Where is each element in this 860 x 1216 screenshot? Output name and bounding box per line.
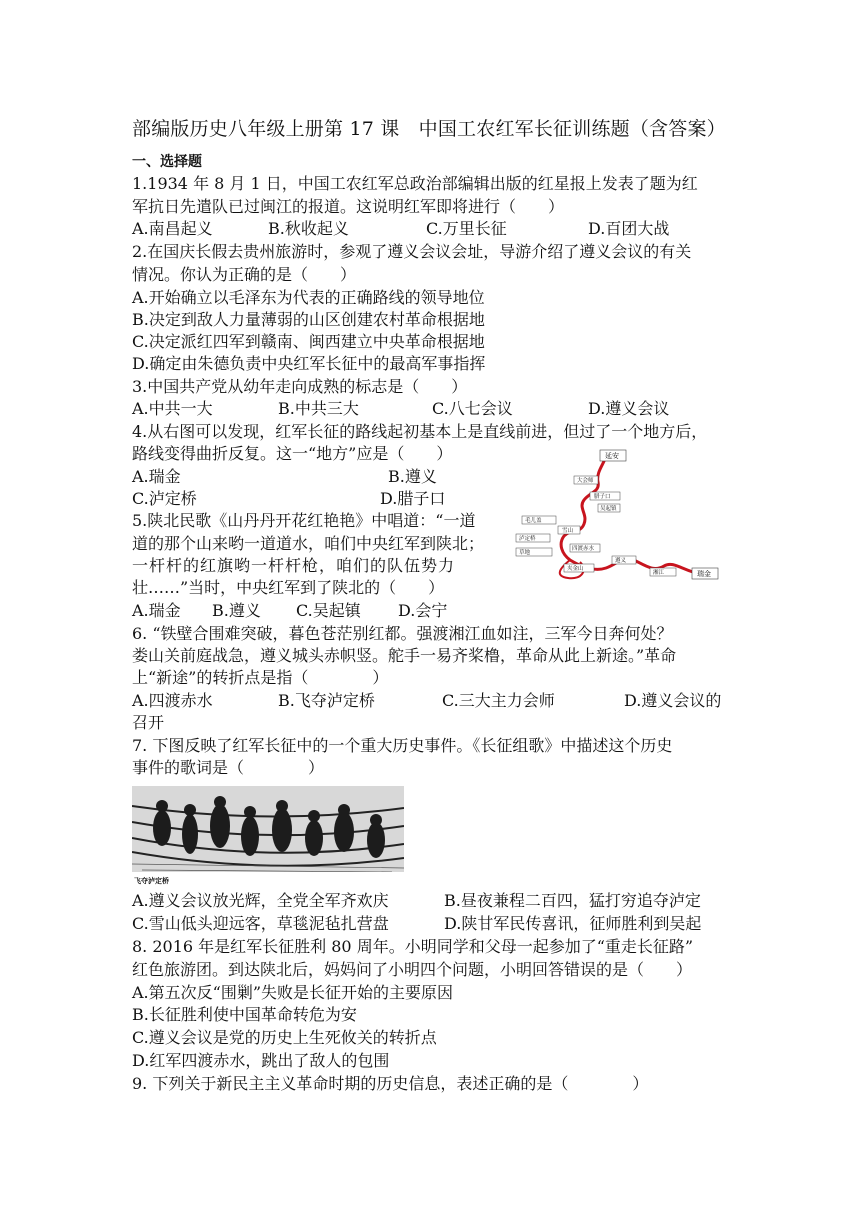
q2-stem-line2: 情况。你认为正确的是（ ） bbox=[132, 265, 357, 284]
q4-options-row1 bbox=[132, 466, 492, 488]
q5-option-a[interactable]: A.瑞金 bbox=[132, 601, 181, 620]
long-march-route-map bbox=[514, 448, 724, 588]
q6-option-a[interactable]: A.四渡赤水 bbox=[132, 691, 213, 710]
q2-stem-line1: 2.在国庆长假去贵州旅游时，参观了遵义会议会址，导游介绍了遵义会议的有关 bbox=[132, 242, 692, 261]
map-label-zunyi: 遵义 bbox=[615, 558, 627, 564]
q5-stem-line2: 道的那个山来哟一道道水，咱们中央红军到陕北； bbox=[132, 534, 485, 553]
q6-option-d-cont: 召开 bbox=[132, 713, 165, 732]
map-label-caodi: 草地 bbox=[519, 550, 531, 556]
q4-option-d[interactable]: D.腊子口 bbox=[380, 489, 446, 508]
map-label-maoergai: 毛儿盖 bbox=[525, 518, 542, 524]
q1-option-a[interactable]: A.南昌起义 bbox=[132, 219, 213, 238]
q8-stem-line2: 红色旅游团。到达陕北后，妈妈问了小明四个问题，小明回答错误的是（ ） bbox=[132, 960, 693, 979]
q3-option-c[interactable]: C.八七会议 bbox=[432, 399, 513, 418]
q5-option-c[interactable]: C.吴起镇 bbox=[296, 601, 361, 620]
q5-stem-line3: 一杆杆的红旗哟一杆杆枪，咱们的队伍势力 bbox=[132, 556, 456, 575]
q4-stem-line1: 4.从右图可以发现，红军长征的路线起初基本上是直线前进，但过了一个地方后， bbox=[132, 422, 708, 441]
map-label-yanan: 延安 bbox=[605, 452, 619, 460]
map-label-ruijin: 瑞金 bbox=[697, 570, 711, 578]
q2-option-c[interactable]: C.决定派红四军到赣南、闽西建立中央革命根据地 bbox=[132, 332, 485, 351]
map-label-xiangjiang: 湘江 bbox=[653, 570, 665, 576]
q5-options bbox=[132, 600, 492, 622]
document-title: 部编版历史八年级上册第 17 课 中国工农红军长征训练题（含答案） bbox=[132, 118, 726, 140]
q9-stem: 9. 下列关于新民主主义革命时期的历史信息，表述正确的是（ ） bbox=[132, 1074, 649, 1093]
q7-option-b[interactable]: B.昼夜兼程二百四，猛打穷追夺泸定 bbox=[444, 891, 701, 910]
q3-option-b[interactable]: B.中共三大 bbox=[278, 399, 359, 418]
q1-options bbox=[132, 218, 732, 240]
map-label-wuqi: 吴起镇 bbox=[600, 506, 617, 512]
q7-options-row1 bbox=[132, 890, 732, 912]
q8-stem-line1: 8. 2016 年是红军长征胜利 80 周年。小明同学和父母一起参加了“重走长征路” bbox=[132, 937, 694, 956]
q2-option-d[interactable]: D.确定由朱德负责中央红军长征中的最高军事指挥 bbox=[132, 354, 486, 373]
q7-option-a[interactable]: A.遵义会议放光辉，全党全军齐欢庆 bbox=[132, 891, 389, 910]
q8-option-c[interactable]: C.遵义会议是党的历史上生死攸关的转折点 bbox=[132, 1028, 437, 1047]
section-heading: 一、选择题 bbox=[132, 154, 202, 170]
q6-stem-line3: 上“新途”的转折点是指（ ） bbox=[132, 668, 389, 687]
map-label-lazikou: 腊子口 bbox=[594, 494, 611, 500]
map-label-chishui: 四渡赤水 bbox=[572, 546, 595, 552]
map-label-huishi: 大会师 bbox=[577, 478, 594, 484]
q1-stem-line1: 1.1934 年 8 月 1 日，中国工农红军总政治部编辑出版的红星报上发表了题为红 bbox=[132, 174, 698, 193]
q3-options bbox=[132, 398, 732, 420]
q6-option-b[interactable]: B.飞夺泸定桥 bbox=[278, 691, 375, 710]
luding-bridge-image bbox=[132, 786, 404, 886]
q6-options bbox=[132, 690, 732, 712]
q1-option-d[interactable]: D.百团大战 bbox=[588, 219, 670, 238]
q5-option-b[interactable]: B.遵义 bbox=[212, 601, 261, 620]
q4-option-a[interactable]: A.瑞金 bbox=[132, 467, 181, 486]
q7-stem-line1: 7. 下图反映了红军长征中的一个重大历史事件。《长征组歌》中描述这个历史 bbox=[132, 736, 673, 755]
q8-option-a[interactable]: A.第五次反“围剿”失败是长征开始的主要原因 bbox=[132, 983, 454, 1002]
q6-stem-line2: 娄山关前庭战急，遵义城头赤帜竖。舵手一易齐桨橹，革命从此上新途。”革命 bbox=[132, 646, 677, 665]
q2-option-b[interactable]: B.决定到敌人力量薄弱的山区创建农村革命根据地 bbox=[132, 310, 485, 329]
q6-stem-line1: 6. “铁壁合围难突破，暮色苍茫别红都。强渡湘江血如注，三军今日奔何处？ bbox=[132, 624, 673, 643]
q7-option-c[interactable]: C.雪山低头迎远客，草毯泥毡扎营盘 bbox=[132, 914, 389, 933]
q3-option-a[interactable]: A.中共一大 bbox=[132, 399, 213, 418]
q4-option-c[interactable]: C.泸定桥 bbox=[132, 489, 197, 508]
q8-option-b[interactable]: B.长征胜利使中国革命转危为安 bbox=[132, 1005, 357, 1024]
map-label-jiajin: 夹金山 bbox=[567, 566, 584, 572]
q3-option-d[interactable]: D.遵义会议 bbox=[588, 399, 670, 418]
q5-stem-line1: 5.陕北民歌《山丹丹开花红艳艳》中唱道：“一道 bbox=[132, 511, 476, 530]
q8-option-d[interactable]: D.红军四渡赤水，跳出了敌人的包围 bbox=[132, 1051, 390, 1070]
q4-stem-line2: 路线变得曲折反复。这一“地方”应是（ ） bbox=[132, 444, 453, 463]
map-label-luding: 泸定桥 bbox=[519, 536, 536, 542]
q7-options-row2 bbox=[132, 913, 732, 935]
q4-option-b[interactable]: B.遵义 bbox=[388, 467, 437, 486]
map-label-xueshan: 雪山 bbox=[562, 528, 574, 534]
q6-option-d[interactable]: D.遵义会议的 bbox=[624, 691, 722, 710]
q5-stem-line4: 壮……”当时，中央红军到了陕北的（ ） bbox=[132, 578, 445, 597]
q7-option-d[interactable]: D.陕甘军民传喜讯，征师胜利到吴起 bbox=[444, 914, 702, 933]
q5-option-d[interactable]: D.会宁 bbox=[398, 601, 448, 620]
q1-stem-line2: 军抗日先遣队已过闽江的报道。这说明红军即将进行（ ） bbox=[132, 197, 565, 216]
q4-options-row2 bbox=[132, 488, 492, 510]
q1-option-b[interactable]: B.秋收起义 bbox=[268, 219, 349, 238]
q6-option-c[interactable]: C.三大主力会师 bbox=[442, 691, 555, 710]
q1-option-c[interactable]: C.万里长征 bbox=[426, 219, 507, 238]
q7-stem-line2: 事件的歌词是（ ） bbox=[132, 758, 325, 777]
image-caption: 飞夺泸定桥 bbox=[134, 877, 169, 885]
q2-option-a[interactable]: A.开始确立以毛泽东为代表的正确路线的领导地位 bbox=[132, 288, 485, 307]
q3-stem: 3.中国共产党从幼年走向成熟的标志是（ ） bbox=[132, 377, 468, 396]
